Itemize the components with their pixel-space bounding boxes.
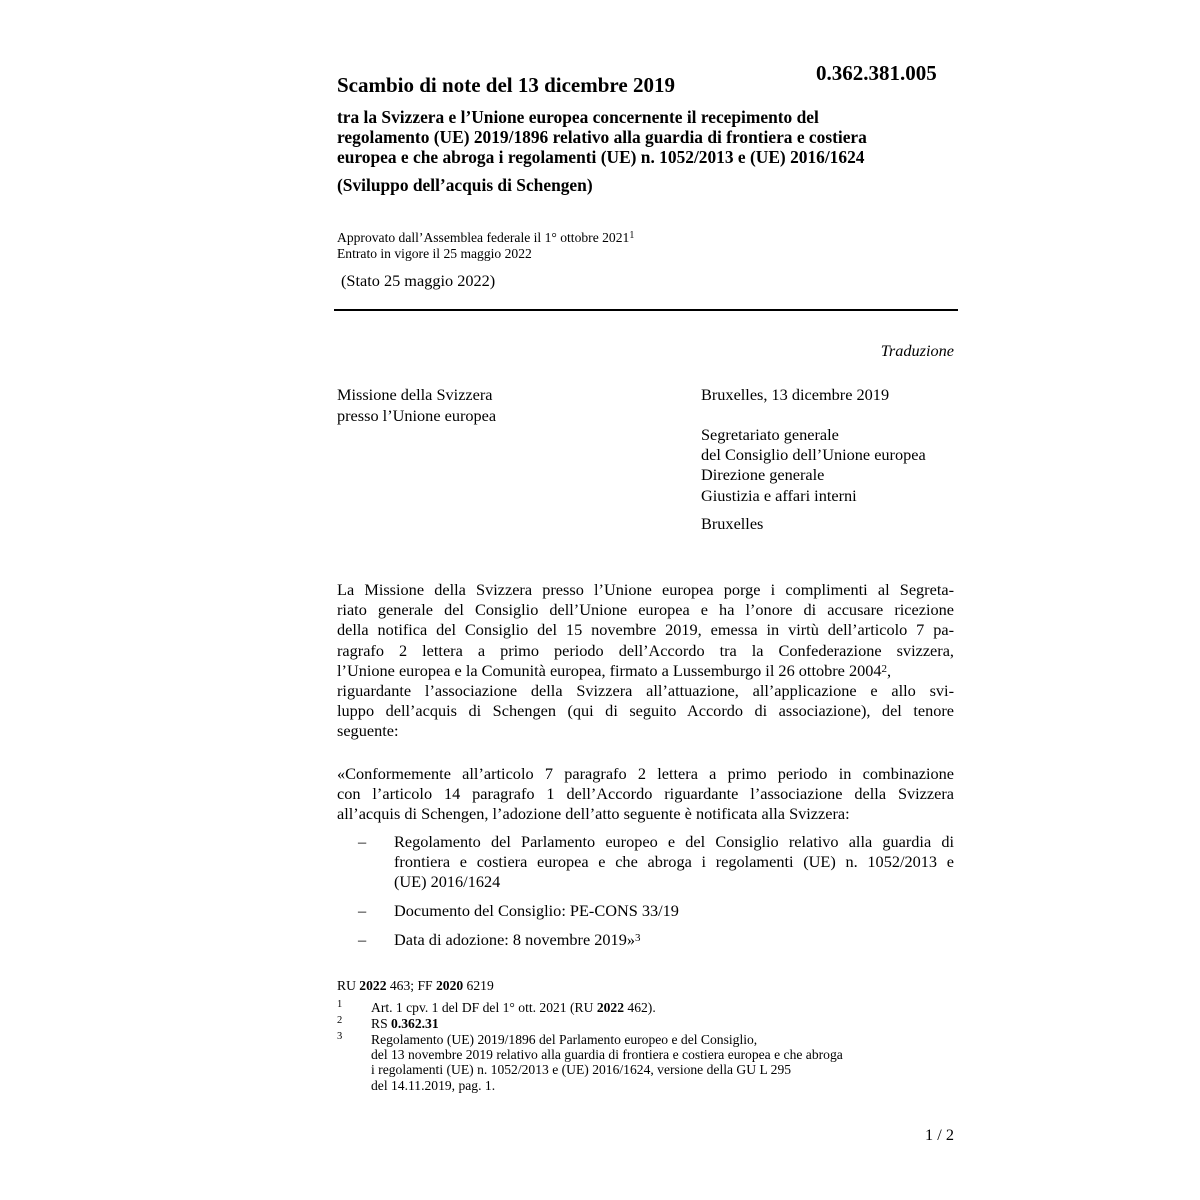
body-paragraph-1 — [337, 580, 954, 742]
page-number: 1 / 2 — [925, 1125, 954, 1144]
recipient-city: Bruxelles — [701, 514, 764, 533]
paragraph-line: La Missione della Svizzera presso l’Unione europea porge i complimenti al Segreta- — [337, 580, 954, 599]
list-dash: – — [358, 832, 367, 851]
subtitle-line: regolamento (UE) 2019/1896 relativo alla guardia di frontiera e costiera — [337, 127, 867, 147]
publication-reference: RU 2022 463; FF 2020 6219 — [337, 978, 494, 993]
status-date: (Stato 25 maggio 2022) — [341, 271, 496, 290]
sender-line: presso l’Unione europea — [337, 405, 497, 425]
footnote-number: 3 — [337, 1031, 343, 1042]
footnote-text: Art. 1 cpv. 1 del DF del 1° ott. 2021 (RU 2022 462). — [371, 1000, 656, 1015]
list-item-text: Regolamento del Parlamento europeo e del Consiglio relativo alla guardia di frontiera e costiera europea e che abroga i regolamenti (UE) n. 1052/2013 e (UE) 2016/1624 — [394, 832, 954, 892]
paragraph-line: l’Unione europea e la Comunità europea, firmato a Lussemburgo il 26 ottobre 2004$^2$, — [337, 660, 892, 680]
sender-block — [337, 385, 496, 426]
translation-label: Traduzione — [880, 341, 954, 360]
in-force-line: Entrato in vigore il 25 maggio 2022 — [337, 246, 532, 261]
document-title: Scambio di note del 13 dicembre 2019 — [337, 73, 675, 97]
subtitle-line: europea e che abroga i regolamenti (UE) n. 1052/2013 e (UE) 2016/1624 — [337, 147, 865, 167]
document-subtitle — [337, 107, 977, 167]
paragraph-line: con l’articolo 14 paragrafo 1 dell’Accordo riguardante l’associazione della Svizzera — [337, 784, 954, 804]
place-date: Bruxelles, 13 dicembre 2019 — [701, 385, 890, 404]
recipient-line: Segretariato generale — [701, 425, 839, 444]
paragraph-line: luppo dell’acquis di Schengen (qui di seguito Accordo di associazione), del tenore — [337, 701, 954, 721]
footnote-ref: 2 — [881, 662, 888, 675]
footnote-ref: 1 — [629, 230, 635, 241]
recipient-line: Direzione generale — [701, 465, 825, 485]
header-divider — [334, 309, 958, 311]
body-paragraph-2 — [337, 764, 954, 825]
recipient-line: Giustizia e affari interni — [701, 485, 857, 505]
paragraph-line: ragrafo 2 lettera a primo periodo dell’Accordo tra la Confederazione svizzera, — [337, 640, 954, 660]
footnote-number: 2 — [337, 1015, 343, 1026]
footnote-ref: 3 — [634, 932, 641, 944]
subtitle-line: tra la Svizzera e l’Unione europea concernente il recepimento del — [337, 107, 819, 127]
footnote-number: 1 — [337, 999, 343, 1010]
paragraph-line: della notifica del Consiglio del 15 novembre 2019, emessa in virtù dell’articolo 7 pa- — [337, 620, 954, 640]
document-code: 0.362.381.005 — [816, 61, 937, 85]
paragraph-line: riguardante l’associazione della Svizzera all’attuazione, all’applicazione e allo svi- — [337, 681, 954, 701]
paragraph-line: riato generale del Consiglio dell’Unione europea e ha l’onore di accusare ricezione — [337, 600, 954, 620]
approval-line: Approvato dall’Assemblea federale il 1° ottobre 2021$^1$ — [337, 230, 635, 245]
recipient-line: del Consiglio dell’Unione europea — [701, 445, 926, 465]
list-item-text: Documento del Consiglio: PE-CONS 33/19 — [394, 901, 679, 920]
paragraph-line: all’acquis di Schengen, l’adozione dell’atto seguente è notificata alla Svizzera: — [337, 804, 850, 824]
recipient-block — [701, 425, 926, 506]
footnote-text: RS 0.362.31 — [371, 1016, 439, 1031]
approval-info — [337, 230, 634, 262]
paragraph-line: seguente: — [337, 721, 399, 741]
list-item-text: Data di adozione: 8 novembre 2019»$^3$ — [394, 930, 641, 949]
footnote-text: Regolamento (UE) 2019/1896 del Parlamento europeo e del Consiglio, del 13 novembre 2019 relativo alla guardia di frontiera e costiera europea e che abroga i regolamenti (UE) n. 1052/2013 e (UE) 2016/1624, versione della GU L 295 del 14.11.2019, pag. 1. — [371, 1032, 843, 1093]
list-dash: – — [358, 930, 367, 949]
list-dash: – — [358, 901, 367, 920]
paragraph-line: «Conformemente all’articolo 7 paragrafo 2 lettera a primo periodo in combinazione — [337, 764, 954, 783]
sender-line: Missione della Svizzera — [337, 385, 493, 404]
subtitle-note: (Sviluppo dell’acquis di Schengen) — [337, 175, 593, 195]
